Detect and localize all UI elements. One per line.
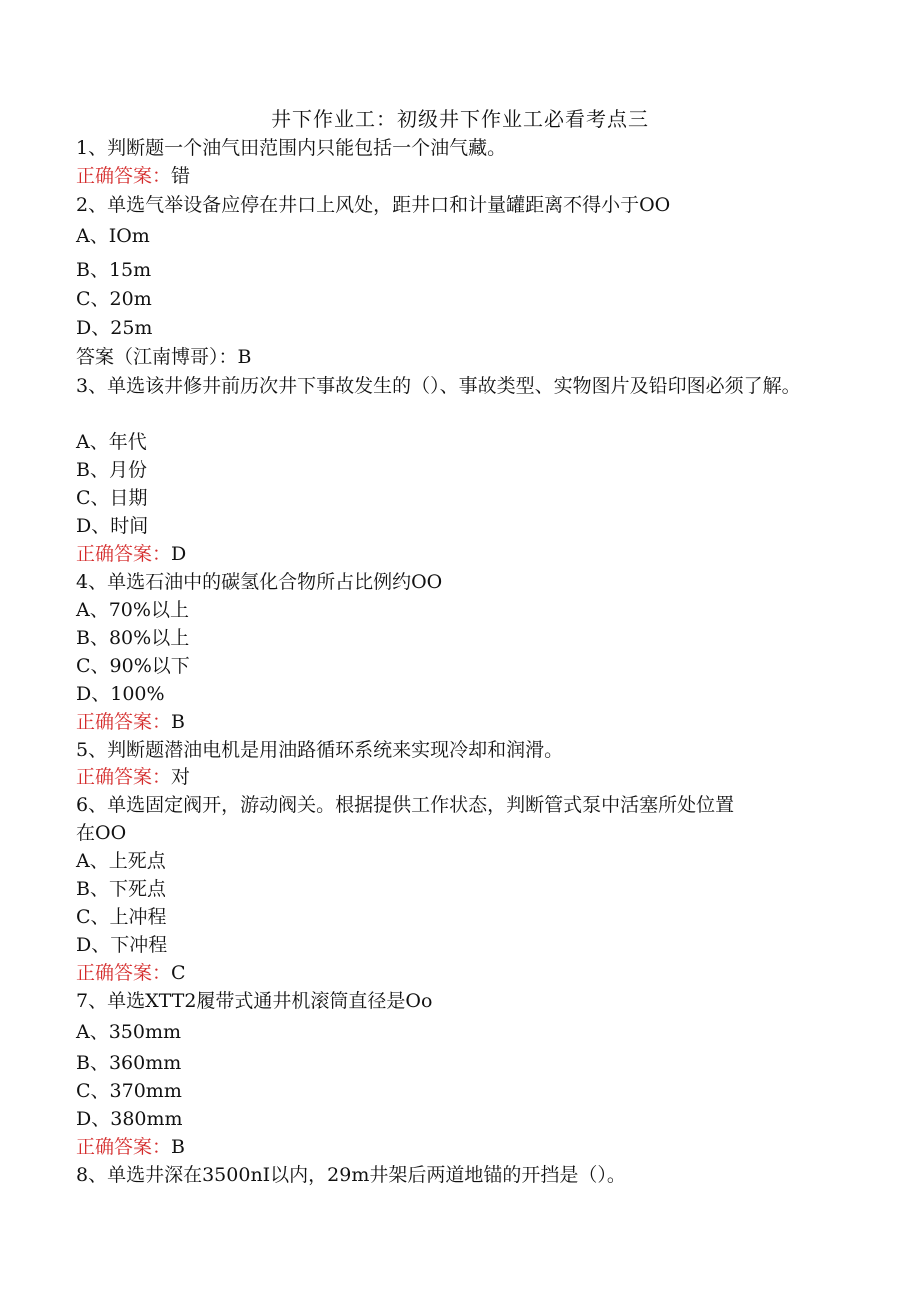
question-4-answer xyxy=(76,708,836,736)
answer-label: 正确答案： xyxy=(76,1136,172,1158)
question-6-option-d: D、下冲程 xyxy=(76,934,168,956)
answer-value: 对 xyxy=(171,766,191,788)
question-7-option-c: C、370mm xyxy=(76,1080,182,1102)
question-4-option-d: D、100% xyxy=(76,683,165,705)
document-title: 井下作业工：初级井下作业工必看考点三 xyxy=(271,107,649,131)
question-7-option-d: D、380mm xyxy=(76,1108,183,1130)
question-7-option-a: A、350mm xyxy=(76,1021,182,1043)
question-6-option-a: A、上死点 xyxy=(76,850,166,872)
question-2-option-a: A、IOm xyxy=(76,225,150,247)
answer-value: 错 xyxy=(171,165,191,187)
question-2-option-d: D、25m xyxy=(76,317,153,339)
question-5-answer xyxy=(76,763,836,791)
question-4-option-b: B、80%以上 xyxy=(76,627,190,649)
answer-label: 正确答案： xyxy=(76,543,172,565)
question-7-text: 7、单选XTT2履带式通井机滚筒直径是Oo xyxy=(76,990,433,1012)
question-3-answer xyxy=(76,540,836,568)
answer-label: 正确答案： xyxy=(76,711,172,733)
question-6-text-line-1: 6、单选固定阀开，游动阀关。根据提供工作状态，判断管式泵中活塞所处位置 xyxy=(76,794,735,816)
question-6-text-line-2: 在OO xyxy=(76,822,127,844)
question-2-option-b: B、15m xyxy=(76,259,152,281)
answer-value: B xyxy=(171,1136,185,1158)
question-3-option-a: A、年代 xyxy=(76,431,147,453)
answer-label: 正确答案： xyxy=(76,766,172,788)
question-6-answer xyxy=(76,959,836,987)
question-2-text: 2、单选气举设备应停在井口上风处，距井口和计量罐距离不得小于OO xyxy=(76,194,671,216)
question-2-answer: 答案（江南博哥）：B xyxy=(76,346,252,368)
question-6-option-c: C、上冲程 xyxy=(76,906,167,928)
question-5-text: 5、判断题潜油电机是用油路循环系统来实现冷却和润滑。 xyxy=(76,739,564,761)
answer-label: 正确答案： xyxy=(76,962,172,984)
question-8-text: 8、单选井深在3500nI以内，29m井架后两道地锚的开挡是（）。 xyxy=(76,1164,626,1186)
answer-value: B xyxy=(171,711,185,733)
question-1-answer xyxy=(76,162,836,190)
question-3-option-c: C、日期 xyxy=(76,487,148,509)
answer-label: 正确答案： xyxy=(76,165,172,187)
question-3-text: 3、单选该井修井前历次井下事故发生的（）、事故类型、实物图片及铅印图必须了解。 xyxy=(76,375,801,397)
question-4-text: 4、单选石油中的碳氢化合物所占比例约OO xyxy=(76,571,443,593)
question-7-answer xyxy=(76,1133,836,1161)
question-3-option-d: D、时间 xyxy=(76,515,149,537)
answer-value: D xyxy=(171,543,187,565)
question-7-option-b: B、360mm xyxy=(76,1052,182,1074)
question-1-text: 1、判断题一个油气田范围内只能包括一个油气藏。 xyxy=(76,137,507,159)
question-4-option-a: A、70%以上 xyxy=(76,599,189,621)
question-2-option-c: C、20m xyxy=(76,288,152,310)
question-3-option-b: B、月份 xyxy=(76,459,147,481)
answer-value: C xyxy=(171,962,186,984)
question-6-option-b: B、下死点 xyxy=(76,878,166,900)
question-4-option-c: C、90%以下 xyxy=(76,655,190,677)
